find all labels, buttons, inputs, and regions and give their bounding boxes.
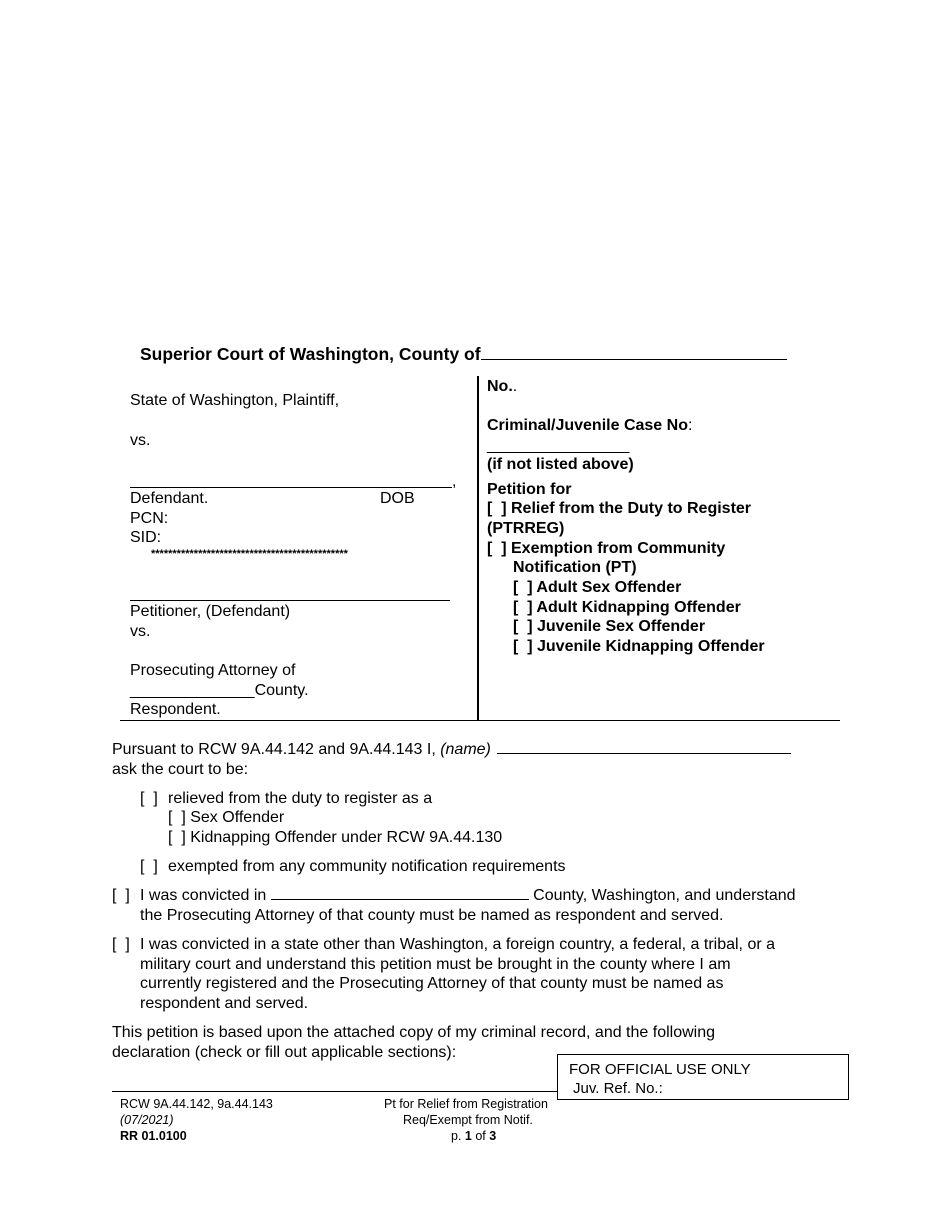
footer-page-of: of [471,1129,490,1143]
convicted-other-checkbox[interactable]: [ ] [112,936,130,953]
county-blank[interactable] [481,346,787,360]
court-title-text: Superior Court of Washington, County of [140,344,481,364]
footer-form-no: RR 01.0100 [120,1129,187,1143]
prosecuting-county-blank[interactable]: ______________ [130,682,255,699]
county-label: County. [254,682,309,699]
name-blank[interactable] [497,740,791,754]
exemption-code: Notification (PT) [513,559,637,576]
basis-line1: This petition is based upon the attached copy of my criminal record, and the following [112,1024,715,1041]
footer-title-line1: Pt for Relief from Registration [384,1097,548,1111]
footer-page-total: 3 [489,1129,497,1143]
basis-line2: declaration (check or fill out applicable sections): [112,1044,457,1061]
official-use-title: FOR OFFICIAL USE ONLY [569,1061,751,1078]
relief-code: (PTRREG) [487,520,565,537]
vs-label-2: vs. [130,623,151,640]
convicted-wa-text2: County, Washington, and understand [528,887,796,904]
respondent-label: Respondent. [130,701,221,718]
defendant-label: Defendant. [130,490,209,507]
adult-kidnapping-offender-checkbox[interactable]: [ ] Adult Kidnapping Offender [513,599,741,616]
convicted-county-blank[interactable] [271,886,529,900]
exemption-checkbox[interactable]: [ ] Exemption from Community [487,540,726,557]
criminal-case-no-blank[interactable]: ________________ [487,437,630,454]
convicted-wa-checkbox[interactable]: [ ] [112,887,130,904]
footer-rule [112,1091,558,1092]
court-title [140,345,787,365]
petitioner-name-line[interactable] [130,600,450,601]
footer-date: (07/2021) [120,1113,174,1127]
convicted-other-line4: respondent and served. [140,995,309,1012]
relief-checkbox[interactable]: [ ] Relief from the Duty to Register [487,500,752,517]
prosecuting-county [130,681,309,701]
vs-label: vs. [130,432,151,449]
official-use-box [557,1054,849,1100]
footer-page-num: 1 [464,1129,472,1143]
exempted-checkbox[interactable]: [ ] [140,858,158,875]
caption-bottom-line [120,720,840,721]
pcn-label: PCN: [130,510,169,527]
convicted-other-line1: I was convicted in a state other than Washington, a foreign country, a federal, a tribal, or a [140,936,776,953]
defendant-comma: , [452,473,457,490]
case-no [487,377,517,397]
petitioner-label: Petitioner, (Defendant) [130,603,291,620]
footer-page-prefix: p. [451,1129,465,1143]
sid-label: SID: [130,529,162,546]
juvenile-kidnapping-offender-checkbox[interactable]: [ ] Juvenile Kidnapping Offender [513,638,765,655]
name-label: (name) [440,741,491,758]
ask-court: ask the court to be: [112,761,249,778]
juv-ref-label: Juv. Ref. No.: [573,1080,663,1097]
juvenile-sex-offender-checkbox[interactable]: [ ] Juvenile Sex Offender [513,618,706,635]
convicted-wa-text3: the Prosecuting Attorney of that county must be named as respondent and served. [140,907,724,924]
defendant-name-line[interactable] [130,487,452,488]
criminal-case-no-colon: : [687,417,693,434]
relieved-text: relieved from the duty to register as a [168,790,433,807]
pursuant-line [112,740,791,760]
separator-stars: ********************************************** [151,548,348,560]
pursuant-text: Pursuant to RCW 9A.44.142 and 9A.44.143 I, [112,741,441,758]
case-no-suffix: . [512,378,518,395]
convicted-wa-text1: I was convicted in [140,887,271,904]
case-no-label: No. [487,378,513,395]
footer-page [451,1128,496,1144]
prosecuting-label: Prosecuting Attorney of [130,662,296,679]
relieved-checkbox[interactable]: [ ] [140,790,158,807]
convicted-other-line3: currently registered and the Prosecuting Attorney of that county must be named as [140,975,724,992]
convicted-other-line2: military court and understand this petition must be brought in the county where I am [140,956,731,973]
convicted-wa-line [140,886,796,906]
sex-offender-checkbox[interactable]: [ ] Sex Offender [168,809,285,826]
if-not-listed: (if not listed above) [487,456,634,473]
petition-for-label: Petition for [487,481,572,498]
plaintiff-label: State of Washington, Plaintiff, [130,392,340,409]
criminal-case-no [487,416,692,436]
exempted-text: exempted from any community notification requirements [168,858,566,875]
adult-sex-offender-checkbox[interactable]: [ ] Adult Sex Offender [513,579,682,596]
criminal-case-no-label: Criminal/Juvenile Case No [487,417,688,434]
kidnapping-offender-checkbox[interactable]: [ ] Kidnapping Offender under RCW 9A.44.130 [168,829,503,846]
caption-divider [477,376,479,720]
footer-title-line2: Req/Exempt from Notif. [403,1113,533,1127]
dob-label: DOB [380,490,415,507]
footer-rcw: RCW 9A.44.142, 9a.44.143 [120,1097,273,1111]
